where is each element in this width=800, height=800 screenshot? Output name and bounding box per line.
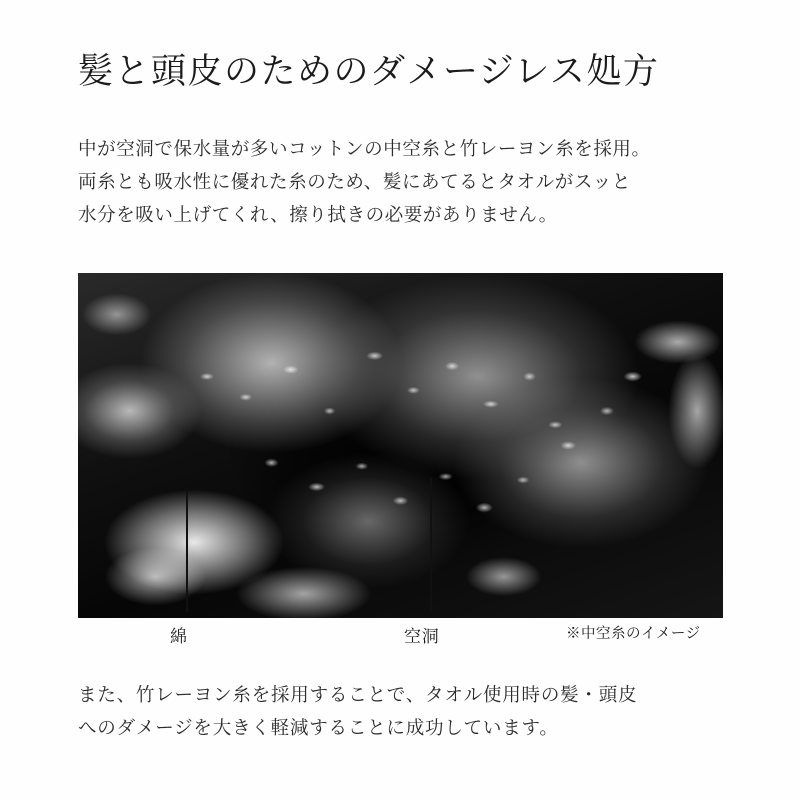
lead-line-1: 中が空洞で保水量が多いコットンの中空糸と竹レーヨン糸を採用。 [78,138,651,159]
cotton-label: 綿 [170,627,188,646]
cotton-leader-line [186,488,188,612]
hollow-label: 空洞 [404,627,440,646]
lead-paragraph [78,132,728,231]
lead-line-2: 両糸とも吸水性に優れた糸のため、髪にあてるとタオルがスッと [78,171,631,192]
lead-line-3: 水分を吸い上げてくれ、擦り拭きの必要がありません。 [78,204,558,225]
micrograph-figure [78,273,723,618]
outro-paragraph [78,678,738,744]
hollow-leader-line [430,478,432,612]
outro-line-1: また、竹レーヨン糸を採用することで、タオル使用時の髪・頭皮 [78,684,638,705]
micrograph-texture-layer-3 [78,273,723,618]
figure-note: ※中空糸のイメージ [566,626,701,642]
outro-line-2: へのダメージを大きく軽減することに成功しています。 [78,717,559,738]
page-title: 髪と頭皮のためのダメージレス処方 [78,52,660,91]
